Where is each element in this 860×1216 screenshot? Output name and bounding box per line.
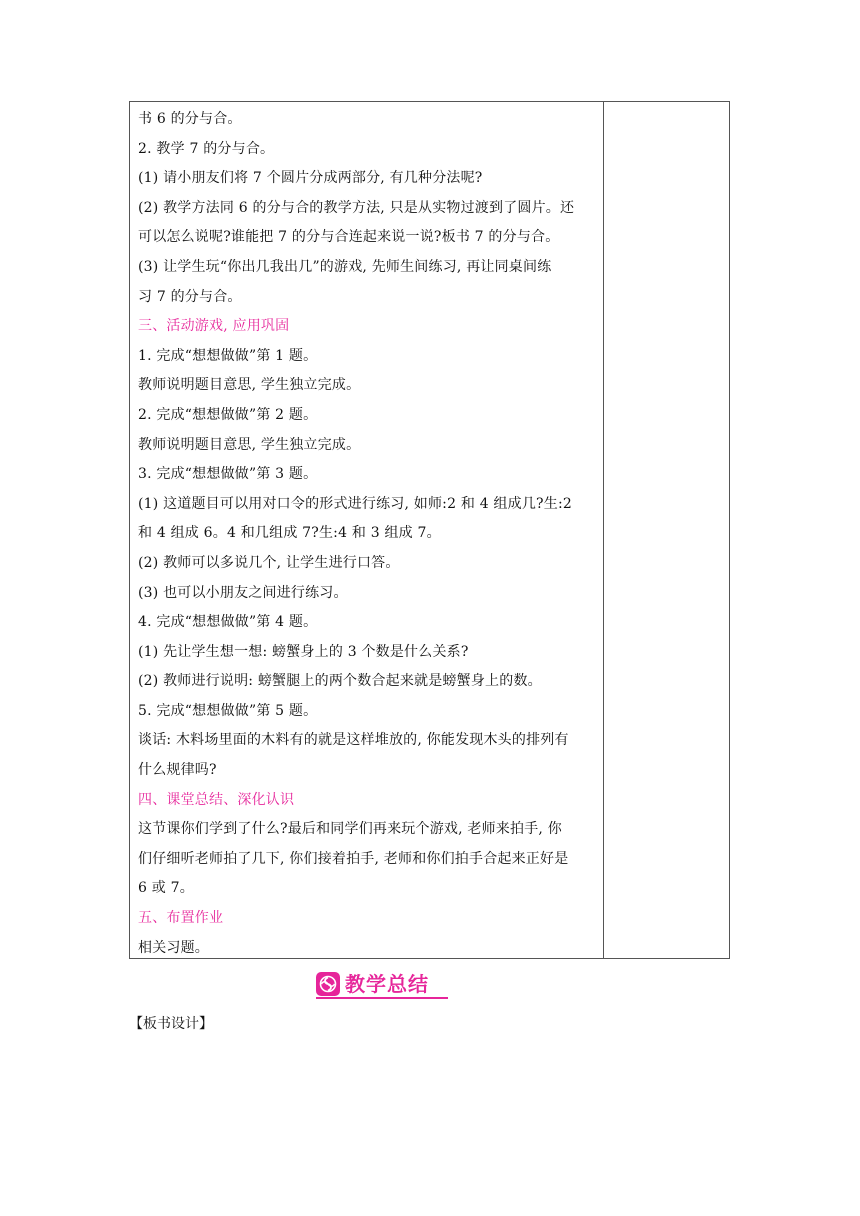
section-heading: 四、课堂总结、深化认识 [138,791,295,808]
column-divider [603,102,604,958]
section-heading: 三、活动游戏, 应用巩固 [138,318,290,335]
text-line: 这节课你们学到了什么?最后和同学们再来玩个游戏, 老师来拍手, 你 [138,821,562,838]
text-line: 们仔细听老师拍了几下, 你们接着拍手, 老师和你们拍手合起来正好是 [138,850,569,867]
text-line: 书 6 的分与合。 [138,111,242,127]
text-line: 2. 完成“想想做做”第 2 题。 [138,406,318,423]
text-line: 什么规律吗? [138,762,217,779]
summary-title: 教学总结 [345,972,429,996]
text-line: 5. 完成“想想做做”第 5 题。 [138,702,318,719]
board-design-label: 【板书设计】 [129,1016,213,1032]
text-line: 相关习题。 [138,939,209,956]
text-line: 谈话: 木料场里面的木料有的就是这样堆放的, 你能发现木头的排列有 [138,732,569,749]
lesson-plan-table [129,101,730,959]
text-line: 和 4 组成 6。4 和几组成 7?生:4 和 3 组成 7。 [138,525,441,542]
teaching-summary-banner [316,971,429,997]
text-line: (2) 教师进行说明: 螃蟹腿上的两个数合起来就是螃蟹身上的数。 [138,673,542,690]
text-line: 1. 完成“想想做做”第 1 题。 [138,347,318,364]
swirl-logo-icon [316,972,340,996]
text-line: 4. 完成“想想做做”第 4 题。 [138,614,318,631]
text-line: 教师说明题目意思, 学生独立完成。 [138,377,361,394]
text-line: 2. 教学 7 的分与合。 [138,140,275,157]
text-line: 习 7 的分与合。 [138,288,242,305]
text-line: 6 或 7。 [138,880,194,897]
text-line: (2) 教学方法同 6 的分与合的教学方法, 只是从实物过渡到了圆片。还 [138,199,575,216]
text-line: (3) 也可以小朋友之间进行练习。 [138,584,348,601]
text-line: 教师说明题目意思, 学生独立完成。 [138,436,361,453]
summary-underline [316,997,448,999]
section-heading: 五、布置作业 [138,910,224,927]
text-line: (1) 请小朋友们将 7 个圆片分成两部分, 有几种分法呢? [138,170,483,187]
text-line: (3) 让学生玩“你出几我出几”的游戏, 先师生间练习, 再让同桌间练 [138,258,552,275]
text-line: 可以怎么说呢?谁能把 7 的分与合连起来说一说?板书 7 的分与合。 [138,229,560,246]
text-line: (1) 先让学生想一想: 螃蟹身上的 3 个数是什么关系? [138,643,469,660]
text-line: (1) 这道题目可以用对口令的形式进行练习, 如师:2 和 4 组成几?生:2 [138,495,572,512]
lesson-content [138,105,596,963]
text-line: 3. 完成“想想做做”第 3 题。 [138,466,318,483]
text-line: (2) 教师可以多说几个, 让学生进行口答。 [138,554,400,571]
